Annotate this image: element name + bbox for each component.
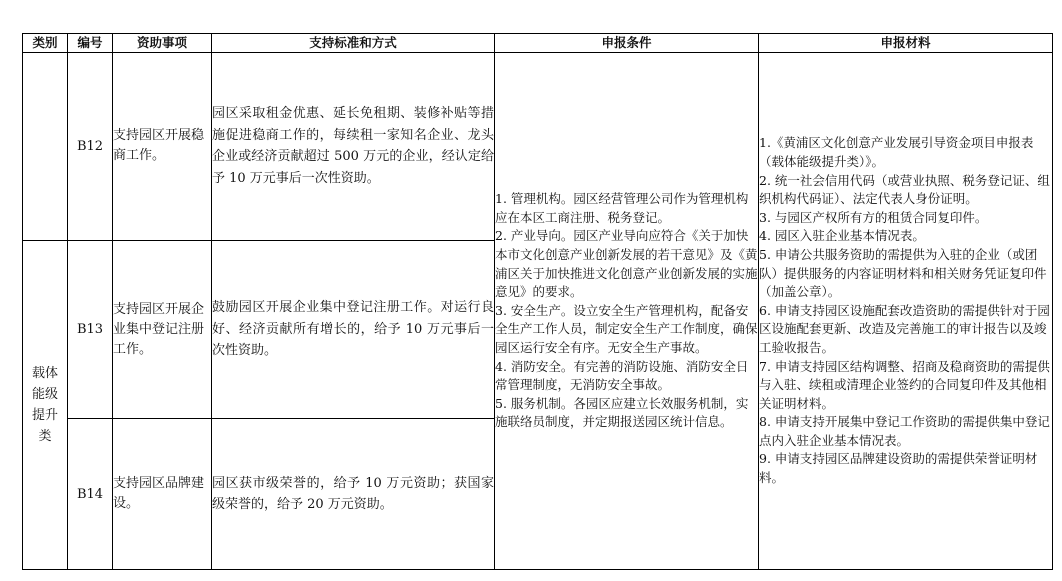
condition-item: 5. 服务机制。各园区应建立长效服务机制，实施联络员制度，并定期报送园区统计信息。 bbox=[495, 395, 749, 430]
material-item: 7. 申请支持园区结构调整、招商及稳商资助的需提供与入驻、续租或清理企业签约的合同复印件及其他相关证明材料。 bbox=[759, 358, 1050, 411]
category-char: 能级 bbox=[31, 386, 58, 402]
material-item: 8. 申请支持开展集中登记工作资助的需提供集中登记点内入驻企业基本情况表。 bbox=[759, 414, 1050, 448]
category-char: 类 bbox=[38, 428, 52, 444]
row-matter: 支持园区品牌建设。 bbox=[113, 419, 212, 570]
row-standard: 园区采取租金优惠、延长免租期、装修补贴等措施促进稳商工作的，每续租一家知名企业、龙头企业或经济贡献超过 500 万元的企业，经认定给予 10 万元事后一次性资助。 bbox=[212, 53, 495, 241]
condition-item: 2. 产业导向。园区产业导向应符合《关于加快本市文化创意产业创新发展的若干意见》及《黄浦区关于加快推进文化创意产业创新发展的实施意见》的要求。 bbox=[495, 228, 758, 300]
category-char: 载体 bbox=[31, 365, 58, 381]
row-code: B12 bbox=[68, 53, 113, 241]
header-standard: 支持标准和方式 bbox=[212, 34, 495, 53]
material-item: 4. 园区入驻企业基本情况表。 bbox=[759, 228, 925, 244]
row-matter: 支持园区开展稳商工作。 bbox=[113, 53, 212, 241]
row-code: B14 bbox=[68, 419, 113, 570]
material-item: 9. 申请支持园区品牌建设资助的需提供荣誉证明材料。 bbox=[759, 451, 1038, 486]
condition-item: 3. 安全生产。设立安全生产管理机构，配备安全生产工作人员，制定安全生产工作制度，确保园区运行安全有序。无安全生产事故。 bbox=[495, 302, 758, 355]
row-code: B13 bbox=[68, 240, 113, 419]
table-row bbox=[23, 53, 1053, 241]
category-char: 提升 bbox=[31, 407, 58, 423]
header-matter: 资助事项 bbox=[113, 34, 212, 53]
row-matter: 支持园区开展企业集中登记注册工作。 bbox=[113, 240, 212, 419]
header-materials: 申报材料 bbox=[759, 34, 1053, 53]
material-item: 3. 与园区产权所有方的租赁合同复印件。 bbox=[759, 209, 988, 225]
row-standard: 鼓励园区开展企业集中登记注册工作。对运行良好、经济贡献所有增长的，给予 10 万元事后一次性资助。 bbox=[212, 240, 495, 419]
material-item: 1.《黄浦区文化创意产业发展引导资金项目申报表（载体能级提升类）》。 bbox=[759, 135, 1034, 169]
materials-cell bbox=[759, 53, 1053, 570]
category-cell-top bbox=[23, 53, 68, 241]
material-item: 6. 申请支持园区设施配套改造资助的需提供针对于园区设施配套更新、改造及完善施工的审计报告以及竣工验收报告。 bbox=[759, 302, 1050, 355]
condition-item: 1. 管理机构。园区经营管理公司作为管理机构应在本区工商注册、税务登记。 bbox=[495, 191, 749, 225]
funding-table bbox=[22, 33, 1053, 570]
header-code: 编号 bbox=[68, 34, 113, 53]
condition-item: 4. 消防安全。有完善的消防设施、消防安全日常管理制度，无消防安全事故。 bbox=[495, 358, 749, 393]
material-item: 2. 统一社会信用代码（或营业执照、税务登记证、组织机构代码证）、法定代表人身份证明。 bbox=[759, 172, 1050, 207]
material-item: 5. 申请公共服务资助的需提供为入驻的企业（或团队）提供服务的内容证明材料和相关财务凭证复印件（加盖公章）。 bbox=[759, 246, 1047, 300]
conditions-cell bbox=[495, 53, 759, 570]
header-category: 类别 bbox=[23, 34, 68, 53]
row-standard: 园区获市级荣誉的，给予 10 万元资助；获国家级荣誉的，给予 20 万元资助。 bbox=[212, 419, 495, 570]
category-cell bbox=[23, 240, 68, 569]
header-conditions: 申报条件 bbox=[495, 34, 759, 53]
header-row bbox=[23, 34, 1053, 53]
